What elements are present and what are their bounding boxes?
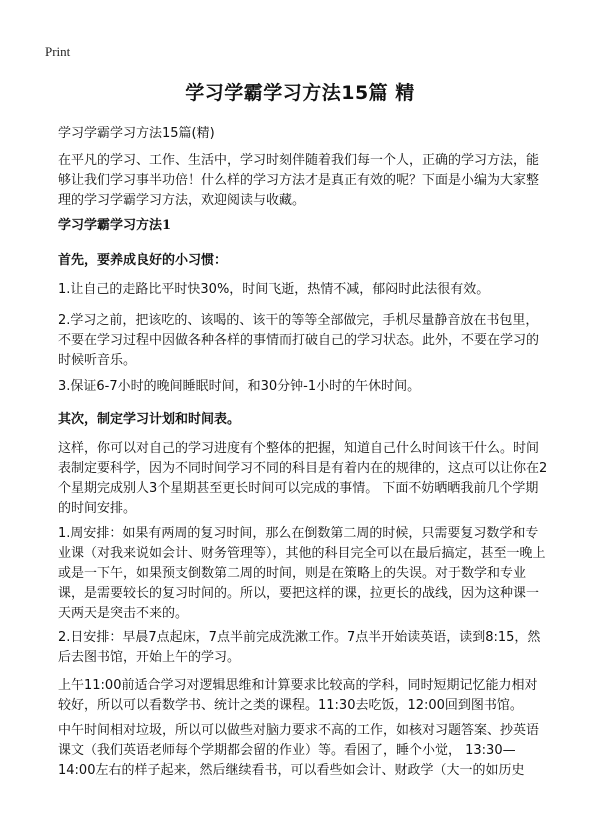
second-plan-heading: 其次，制定学习计划和时间表。: [58, 412, 241, 427]
habit-item-2: 2.学习之前，把该吃的、该喝的、该干的等等全部做完，手机尽量静音放在书包里，不要在学习过程中因做各种各样的事情而打破自己的学习状态。此外，不要在学习的时候听音乐。: [58, 313, 540, 368]
habit-item-3: 3.保证6-7小时的晚间睡眠时间，和30分钟-1小时的午休时间。: [58, 379, 421, 394]
print-label: Print: [45, 44, 71, 59]
document-subtitle: 学习学霸学习方法15篇(精): [58, 126, 215, 141]
plan-item-1: 1.周安排：如果有两周的复习时间，那么在倒数第二周的时候，只需要复习数学和专业课（对我来说如会计、财务管理等），其他的科目完全可以在最后搞定，甚至一晚上或是一下午，如果预支倒数第二周的时间，则是在策略上的失误。对于数学和专业课，是需要较长的复习时间的。所以，要把这样的课，拉更长的战线，因为这种课一天两天是突击不来的。: [58, 526, 546, 621]
intro-paragraph: 在平凡的学习、工作、生活中，学习时刻伴随着我们每一个人，正确的学习方法，能够让我们学习事半功倍！什么样的学习方法才是真正有效的呢？下面是小编为大家整理的学习学霸学习方法，欢迎阅读与收藏。: [58, 153, 540, 208]
document-title: 学习学霸学习方法15篇 精: [185, 82, 415, 104]
plan-intro-paragraph: 这样，你可以对自己的学习进度有个整体的把握，知道自己什么时间该干什么。时间表制定要科学，因为不同时间学习不同的科目是有着内在的规律的，这点可以让你在2个星期完成别人3个星期甚至更长时间可以完成的事情。 下面不妨晒晒我前几个学期的时间安排。: [58, 441, 548, 516]
habit-item-1: 1.让自己的走路比平时快30%，时间飞逝，热情不减，郁闷时此法很有效。: [58, 282, 490, 297]
plan-item-2: 2.日安排：早晨7点起床，7点半前完成洗漱工作。7点半开始读英语，读到8:15，然后去图书馆，开始上午的学习。: [58, 630, 541, 665]
first-habits-heading: 首先，要养成良好的小习惯：: [58, 253, 228, 268]
section-heading-1: 学习学霸学习方法1: [58, 218, 172, 233]
plan-morning-paragraph: 上午11:00前适合学习对逻辑思维和计算要求比较高的学科，同时短期记忆能力相对较好，所以可以看数学书、统计之类的课程。11:30去吃饭，12:00回到图书馆。: [58, 678, 538, 713]
plan-noon-paragraph: 中午时间相对垃圾，所以可以做些对脑力要求不高的工作，如核对习题答案、抄英语课文（我们英语老师每个学期都会留的作业）等。看困了，睡个小觉， 13:30—14:00左右的样子起来，然后继续看书，可以看些如会计、财政学（大一的如历史: [58, 723, 540, 778]
